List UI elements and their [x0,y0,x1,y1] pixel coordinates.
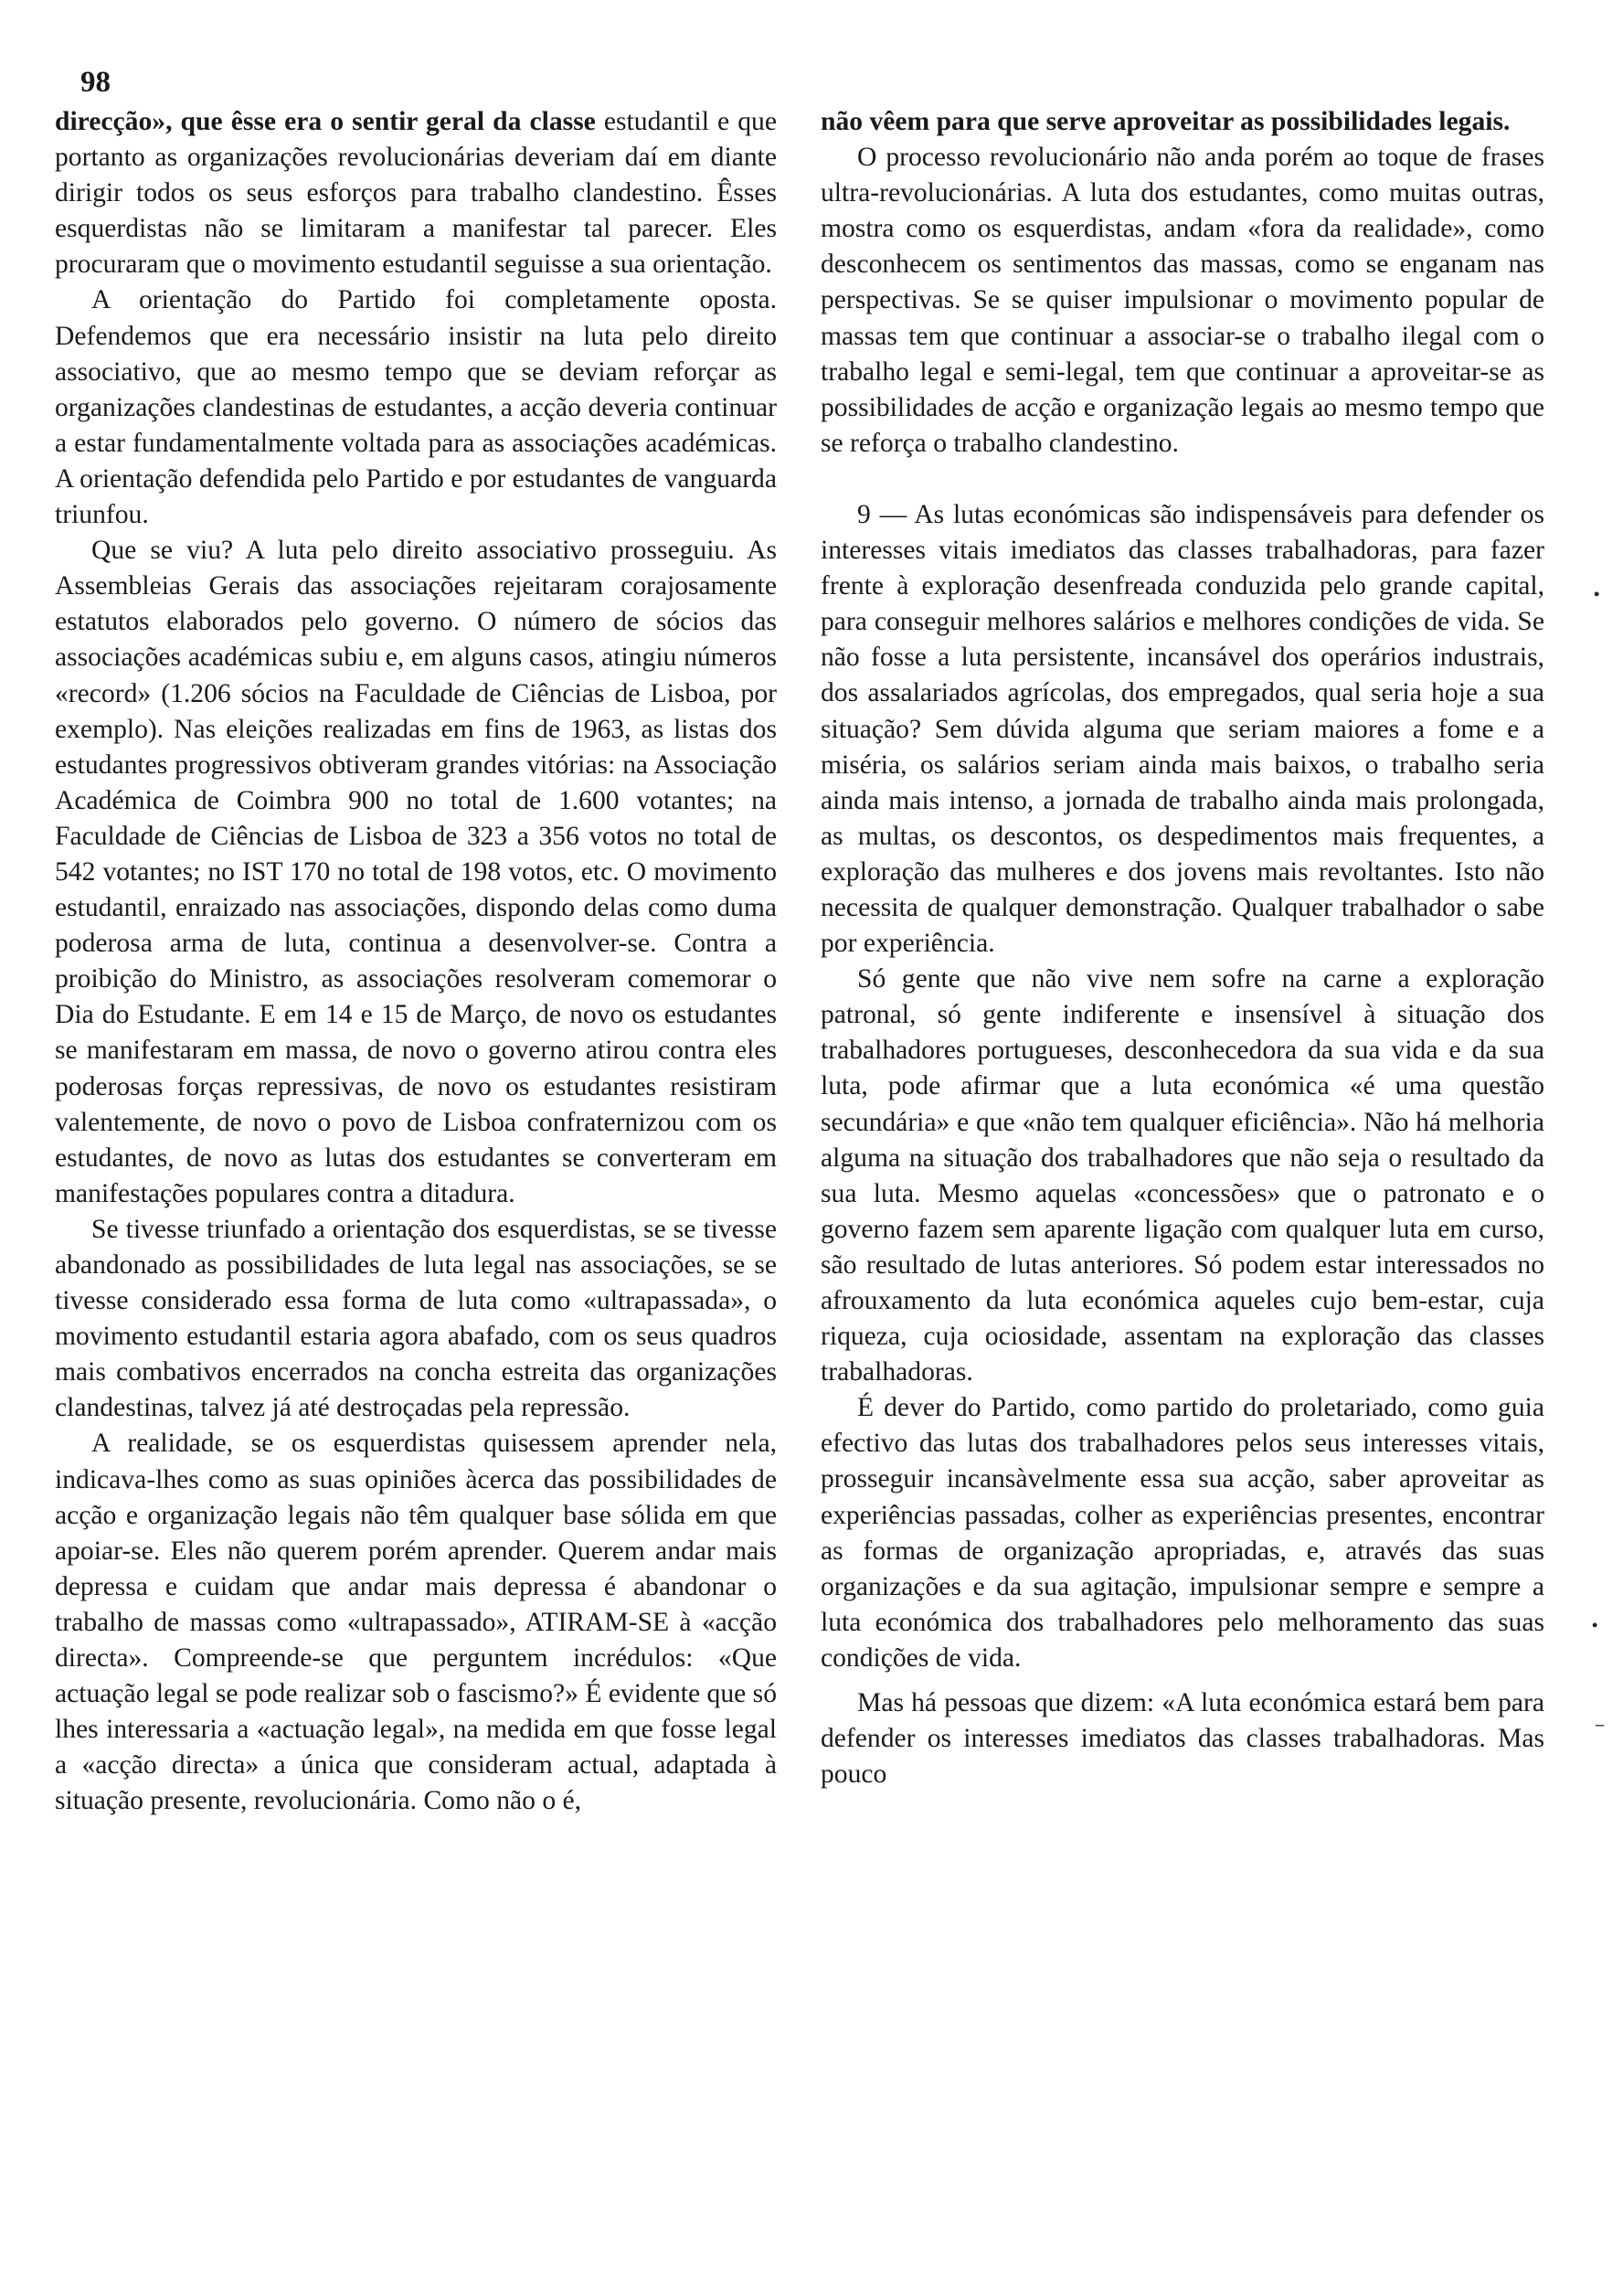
paragraph: Se tivesse triunfado a orientação dos esquerdistas, se se tivesse abandonado as possibilidades de luta legal nas associações, se se tivesse considerado essa forma de luta como «ultrapassada», o movimento estudantil estaria agora abafado, com os seus quadros mais combativos encerrados na concha estreita das organizações clandestinas, talvez já até destroçadas pela repressão. [55,1214,777,1423]
right-column [821,104,1544,1792]
paragraph: A realidade, se os esquerdistas quisessem aprender nela, indicava-lhes como as suas opiniões àcerca das possibilidades de acção e organização legais não têm qualquer base sólida em que apoiar-se. Eles não querem porém aprender. Querem andar mais depressa e cuidam que andar mais depressa é abandonar o trabalho de massas como «ultrapassado», ATIRAM-SE à «acção directa». Compreende-se que perguntem incrédulos: «Que actuação legal se pode realizar sob o fascismo?» É evidente que só lhes interessaria a «actuação legal», na medida em que fosse legal a «acção directa» a única que consideram actual, adaptada à situação presente, revolucionária. Como não o é, [55,1429,777,1816]
page-number: 98 [80,66,111,99]
paragraph: Que se viu? A luta pelo direito associativo prosseguiu. As Assembleias Gerais das associações rejeitaram corajosamente estatutos elaborados pelo governo. O número de sócios das associações académicas subiu e, em alguns casos, atingiu números «record» (1.206 sócios na Faculdade de Ciências de Lisboa, por exemplo). Nas eleições realizadas em fins de 1963, as listas dos estudantes progressivos obtiveram grandes vitórias: na Associação Académica de Coimbra 900 no total de 1.600 votantes; na Faculdade de Ciências de Lisboa de 323 a 356 votos no total de 542 votantes; no IST 170 no total de 198 votos, etc. O movimento estudantil, enraizado nas associações, dispondo delas como duma poderosa arma de luta, continua a desenvolver-se. Contra a proibição do Ministro, as associações resolveram comemorar o Dia do Estudante. E em 14 e 15 de Março, de novo os estudantes se manifestaram em massa, de novo o governo atirou contra eles poderosas forças repressivas, de novo os estudantes resistiram valentemente, de novo o povo de Lisboa confraternizou com os estudantes, de novo as lutas dos estudantes se converteram em manifestações populares contra a ditadura. [55,536,777,1208]
margin-dash: – [1596,1715,1604,1733]
paragraph-lead: não vêem para que serve aproveitar as possibilidades legais. [821,107,1511,136]
left-column [55,104,777,1820]
paragraph: O processo revolucionário não anda porém ao toque de frases ultra-revolucionárias. A luta dos estudantes, como muitas outras, mostra como os esquerdistas, andam «fora da realidade», como desconhecem os sentimentos das massas, como se enganam nas perspectivas. Se se quiser impulsionar o movimento popular de massas tem que continuar a associar-se o trabalho ilegal com o trabalho legal e semi-legal, tem que continuar a aproveitar-se as possibilidades de acção e organização legais ao mesmo tempo que se reforça o trabalho clandestino. [821,143,1544,458]
paragraph-text: estudantil e que portanto as organizações revolucionárias deveriam daí em diante dirigir todos os seus esforços para trabalho clandestino. Êsses esquerdistas não se limitaram a manifestar tal parecer. Eles procuraram que o movimento estudantil seguisse a sua orientação. [55,107,777,280]
section-paragraph: 9 — As lutas económicas são indispensáveis para defender os interesses vitais imediatos das classes trabalhadoras, para fazer frente à exploração desenfreada conduzida pelo grande capital, para conseguir melhores salários e melhores condições de vida. Se não fosse a luta persistente, incansável dos operários industrais, dos assalariados agrícolas, dos empregados, qual seria hoje a sua situação? Sem dúvida alguma que seriam maiores a fome e a miséria, os salários seriam ainda mais baixos, o trabalho seria ainda mais intenso, a jornada de trabalho ainda mais prolongada, as multas, os descontos, os despedimentos mais frequentes, a exploração das mulheres e dos jovens mais revoltantes. Isto não necessita de qualquer demonstração. Qualquer trabalhador o sabe por experiência. [821,499,1544,959]
paragraph: É dever do Partido, como partido do proletariado, como guia efectivo das lutas dos trabalhadores pelos seus interesses vitais, prosseguir incansàvelmente essa sua acção, saber aproveitar as experiências passadas, colher as experiências presentes, encontrar as formas de organização apropriadas, e, através das suas organizações e da sua agitação, impulsionar sempre e sempre a luta económica dos trabalhadores pelo melhoramento das suas condições de vida. [821,1393,1544,1673]
paragraph: Só gente que não vive nem sofre na carne a exploração patronal, só gente indiferente e insensível à situação dos trabalhadores portugueses, desconhecedora da sua vida e da sua luta, pode afirmar que a luta económica «é uma questão secundária» e que «não tem qualquer eficiência». Não há melhoria alguma na situação dos trabalhadores que não seja o resultado da sua luta. Mesmo aquelas «concessões» que o patronato e o governo fazem sem aparente ligação com qualquer luta em curso, são resultado de lutas anteriores. Só podem estar interessados no afrouxamento da luta económica aqueles cujo bem-estar, cuja riqueza, cuja ociosidade, assentam na exploração das classes trabalhadoras. [821,964,1544,1387]
paragraph: Mas há pessoas que dizem: «A luta económica estará bem para defender os interesses imediatos das classes trabalhadoras. Mas pouco [821,1688,1544,1790]
margin-speck: • [1592,1616,1598,1634]
paragraph [821,104,1544,140]
margin-speck: • [1594,585,1600,603]
paragraph: A orientação do Partido foi completamente oposta. Defendemos que era necessário insistir na luta pelo direito associativo, que ao mesmo tempo que se deviam reforçar as organizações clandestinas de estudantes, a acção deveria continuar a estar fundamentalmente voltada para as associações académicas. A orientação defendida pelo Partido e por estudantes de vanguarda triunfou. [55,285,777,530]
paragraph-lead: direcção», que êsse era o sentir geral da classe [55,107,596,136]
paragraph [55,104,777,282]
